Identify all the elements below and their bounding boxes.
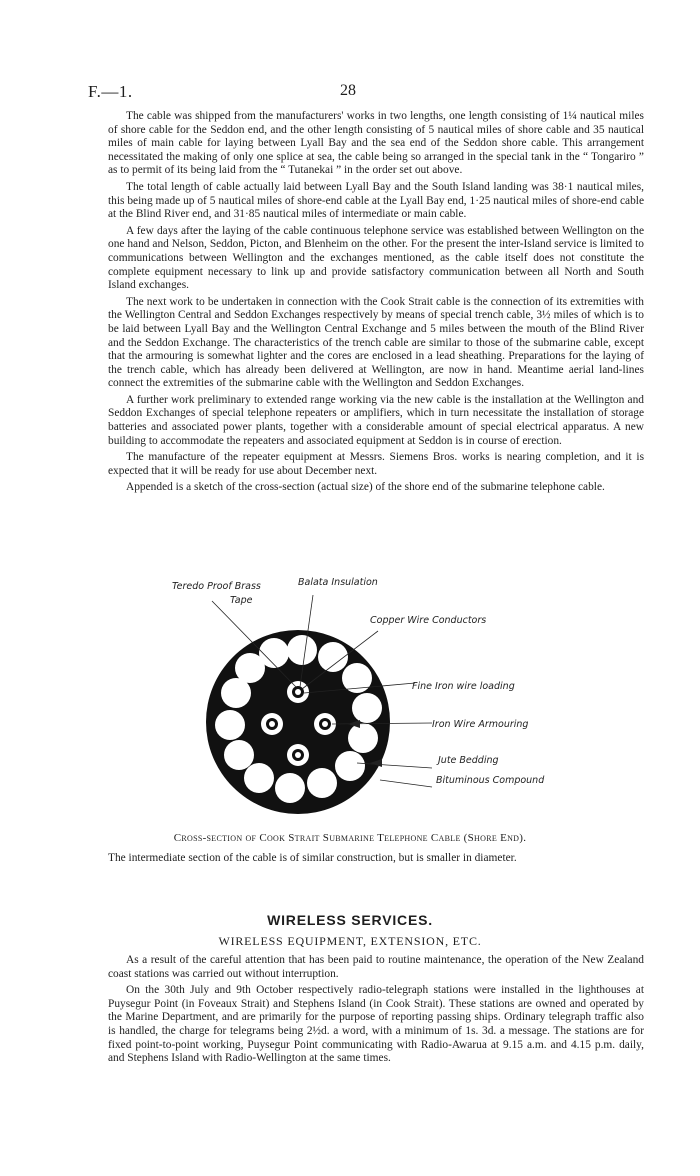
paragraph: The next work to be undertaken in connection with the Cook Strait cable is the connection of its extremities with the Wellington Central and Seddon Exchanges respectively by means of special trench cable, 3½ miles of which is to be laid between Lyall Bay and the Wellington Central Exchange and 5 miles between the mouth of the Blind River and the Seddon Exchange. The characteristics of the trench cable are similar to those of the submarine cable, except that the armouring is somewhat lighter and the cores are enclosed in a lead sheathing. Preparations for the laying of the trench cable, which has already been delivered at Wellington, are now in hand. Meantime aerial land-lines connect the extremities of the submarine cable with the Wellington and Seddon Exchanges. [108,295,644,390]
body-text-top [108,110,644,498]
caption-note: The intermediate section of the cable is of similar construction, but is smaller in diameter. [108,852,517,864]
paragraph: Appended is a sketch of the cross-section (actual size) of the shore end of the submarine telephone cable. [126,481,605,494]
label-tape: Tape [230,595,253,606]
label-balata: Balata Insulation [298,577,378,588]
paragraph: A further work preliminary to extended range working via the new cable is the installation at the Wellington and Seddon Exchanges of special telephone repeaters or amplifiers, which in turn necessitate the installation of storage batteries and associated power plants, together with a considerable amount of special electrical apparatus. A new building to accommodate the repeaters and associated equipment at Seddon is in course of erection. [108,393,644,447]
label-teredo: Teredo Proof Brass [172,581,261,592]
report-code: F.—1. [88,82,133,101]
paragraph: The total length of cable actually laid between Lyall Bay and the South Island landing was 38·1 nautical miles, this being made up of 5 nautical miles of shore-end cable at the Lyall Bay end, 1·25 nautical miles of shore-end cable at the Blind River end, and 31·85 nautical miles of intermediate or main cable. [108,180,644,221]
page-number: 28 [340,82,356,99]
label-fine-iron: Fine Iron wire loading [412,681,515,692]
paragraph: On the 30th July and 9th October respectively radio-telegraph stations were installed in the lighthouses at Puysegur Point (in Foveaux Strait) and Stephens Island (in Cook Strait). These stations are owned and operated by the Marine Department, and are primarily for the purpose of reporting passing ships. Ordinary telegraph traffic also is handled, the charge for telegrams being 2½d. a word, with a minimum of 1s. 3d. a message. The stations are for fixed point-to-point working, Puysegur Point communicating with Radio-Awarua at 9.15 a.m. and 4.15 p.m. daily, and Stephens Island with Radio-Wellington at the same times. [108,984,644,1065]
section-subtitle: WIRELESS EQUIPMENT, EXTENSION, ETC. [218,934,482,948]
cable-cross-section-figure [150,575,610,820]
label-jute: Jute Bedding [438,755,499,766]
paragraph: The cable was shipped from the manufacturers' works in two lengths, one length consisting of 1¼ nautical miles of shore cable for the Seddon end, and the other length consisting of 5 nautical miles of shore cable and 35 nautical miles of main cable for laying between Lyall Bay and the sea end of the Seddon shore cable. This arrangement necessitated the making of only one splice at sea, the cable being so arranged in the special tank in the “ Tongariro ” as to permit of its being laid from the “ Tutanekai ” in the order set out above. [108,110,644,177]
paragraph: The manufacture of the repeater equipment at Messrs. Siemens Bros. works is nearing completion, and it is expected that it will be ready for use about December next. [108,451,644,477]
section-title: WIRELESS SERVICES. [267,912,433,928]
figure-caption: Cross-section of Cook Strait Submarine Telephone Cable (Shore End). [173,832,527,844]
paragraph: As a result of the careful attention that has been paid to routine maintenance, the operation of the New Zealand coast stations was carried out without interruption. [108,954,644,980]
label-copper: Copper Wire Conductors [370,615,487,626]
body-text-bottom [108,954,644,1069]
paragraph: A few days after the laying of the cable continuous telephone service was established between Wellington on the one hand and Nelson, Seddon, Picton, and Blenheim on the other. For the present the inter-Island service is limited to communications between Wellington and the exchanges mentioned, as the cable itself does not constitute the complete equipment necessary to link up and provide satisfactory communication between all North and South Island exchanges. [108,224,644,292]
label-bitumen: Bituminous Compound [436,775,545,786]
label-iron-armour: Iron Wire Armouring [432,719,529,730]
